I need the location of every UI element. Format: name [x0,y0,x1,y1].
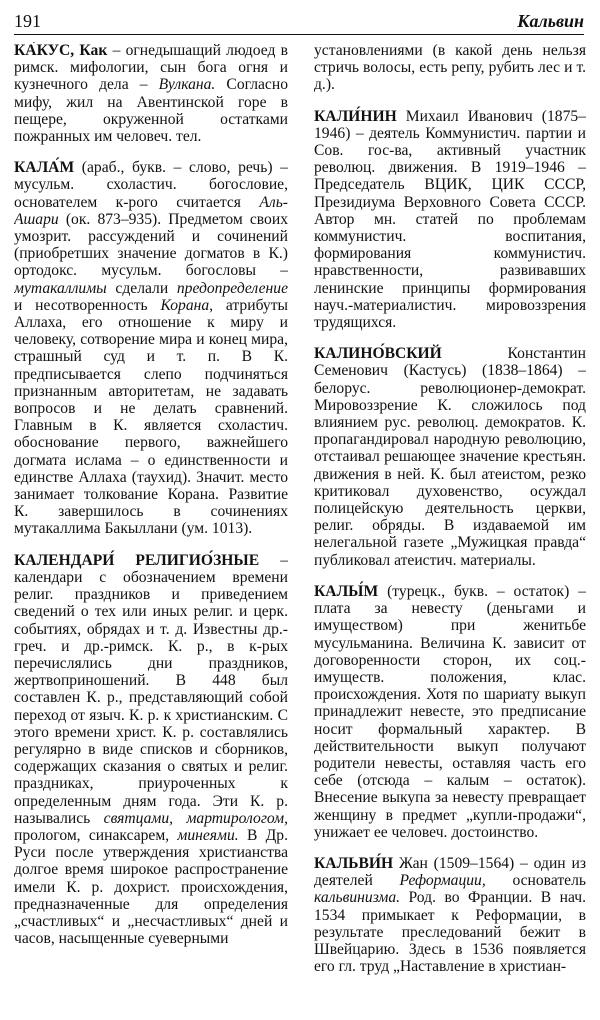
dictionary-entry-kalam [14,159,288,537]
entry-text [314,108,586,332]
entry-headword: КАЛИ́НИН [314,107,397,125]
dictionary-entry-kalvin [314,855,586,975]
entry-text [314,345,586,569]
entry-headword: КАЛЬВИ́Н [314,854,394,872]
entry-italic-term: кальвинизма. [314,889,401,907]
entry-text [314,42,586,94]
entry-body-text: основатель [485,872,586,890]
running-header [14,10,584,35]
entry-text [14,42,288,145]
entry-italic-term: Корана, [160,296,214,314]
entry-text [314,855,586,975]
entry-text [14,552,288,948]
entry-body-text: атрибуты Аллаха, его отношение к миру и человеку, сотворение мира и конец мира, страшный суд и т. п. В К. предписывается слепо подчиняться признанным авторитетам, не задавать вопросов и не делать сравнений. Главным в К. является схоластич. обоснование первого, важнейшего догмата ислама – о единственности и единстве Аллаха (таухид). Значит. место занимает толкование Корана. Развитие К. завершилось в сочинениях мутакаллима Бакыллани (ум. 1013). [14,296,288,538]
entry-headword: КАЛА́М [14,159,75,177]
dictionary-entry-kalinovsky [314,345,586,569]
right-column [314,42,586,1014]
left-column [14,42,288,1014]
entry-body-text: (араб., букв. – слово, речь) – мусульм. схоластич. богословие, основателем к-рого считается [14,159,288,211]
entry-headword: КАЛИНО́ВСКИЙ [314,345,442,363]
entry-italic-term: Вулкана. [158,76,216,94]
entry-body-text: Жан (1509–1564) – один из деятелей [314,854,586,890]
entry-body-text: Константин Семенович (Кастусь) (1838–1864) – белорус. революционер-демократ. Мировоззрение К. сложилось под влиянием рус. революц. демократов. К. пропагандировал народную революцию, отстаивал решающее значение крестьян. движения в ней. К. был атеистом, резко критиковал духовенство, осуждал полицейскую деятельность церкви, религ. обряды. В издаваемой им нелегальной газете „Мужицкая правда“ публиковал атеистич. материалы. [314,345,586,569]
dictionary-entry-kalinin [314,108,586,332]
entry-text [14,159,288,537]
entry-body-text: Согласно мифу, жил на Авентинской горе в пещере, окруженной остатками пожранных им человеч. тел. [14,76,288,146]
entry-headword: КА́КУС, Как [14,42,108,59]
entry-body-text: прологом, синаксарем, [14,826,178,844]
entry-italic-term: святцами, мартирологом, [103,809,288,827]
dictionary-entry-kakus [14,42,288,145]
entry-body-text: (ок. 873–935). Предметом своих умозрит. рассуждений и сочинений (приобретших значение догматов в К.) ортодокс. мусульм. богословы – [14,210,288,280]
page-number: 191 [14,11,41,31]
entry-body-text: Род. во Франции. В нач. 1534 примыкает к Реформации, в результате преследований бежит в Швейцарию. Здесь в 1536 появляется его гл. труд „Наставление в христиан- [314,889,586,976]
entry-headword: КАЛЫ́М [314,582,379,600]
entry-italic-term: Аль-Ашари [14,193,288,228]
entry-italic-term: мутакаллимы [14,279,107,297]
entry-italic-term: предопределение [176,279,288,297]
entry-body-text: (турецк., букв. – остаток) – плата за невесту (деньгами и имуществом) при женитьбе мусульманина. Величина К. зависит от договоренности сторон, их соц.-имуществ. положения, клас. происхождения. Хотя по шариату выкуп принадлежит невесте, это предписание носит формальный характер. В действительности выкуп получают родители невесты, оставляя часть его себе (отсюда – калым – остаток). Внесение выкупа за невесту превращает женщину в предмет „купли-продажи“, унижает ее человеч. достоинство. [314,582,586,841]
entry-body-text: – огнедышащий людоед в римск. мифологии, сын бога огня и кузнечного дела – [14,42,288,94]
entry-body-text: сделали [106,279,177,297]
dictionary-entry-kalendari-cont [314,42,586,94]
entry-italic-term: минеями. [177,826,239,844]
entry-text [314,583,586,841]
running-head: Кальвин [517,11,584,31]
dictionary-entry-kalendari [14,552,288,948]
entry-italic-term: Реформации, [399,872,486,890]
entry-body-text: В Др. Руси после утверждения христианства долгое время широкое распространение имели К. р. дохрист. происхождения, предназначенные для определения „счастливых“ и „несчастливых“ дней и часов, насыщенные суеверными [14,826,288,948]
entry-body-text: и несотворенность [14,296,161,314]
entry-body-text: установлениями (в какой день нельзя стричь волосы, есть репу, рубить лес и т. д.). [314,42,586,94]
dictionary-entry-kalym [314,583,586,841]
entry-headword: КАЛЕНДАРИ́ РЕЛИГИО́ЗНЫЕ [14,551,260,569]
entry-body-text: Михаил Иванович (1875–1946) – деятель Коммунистич. партии и Сов. гос-ва, активный участник революц. движения. В 1919–1946 – Председатель ВЦИК, ЦИК СССР, Президиума Верховного Совета СССР. Автор мн. статей по проблемам коммунистич. воспитания, формирования коммунистич. нравственности, развивавших ленинские принципы формирования науч.-материалистич. мировоззрения трудящихся. [314,107,586,332]
entry-body-text: – календари с обозначением времени религ. праздников и приведением сведений о тех или иных религ. и церк. событиях, обрядах и т. д. Известны др.-греч. и др.-римск. К. р., в к-рых перечислялись дни праздников, жертвоприношений. В 448 был составлен К. р., представляющий собой переход от языч. К. р. к христианским. С этого времени христ. К. р. составлялись регулярно в виде списков и сборников, содержащих сказания о святых и религ. праздниках, приуроченных к определенным дням года. Эти К. р. назывались [14,551,288,827]
